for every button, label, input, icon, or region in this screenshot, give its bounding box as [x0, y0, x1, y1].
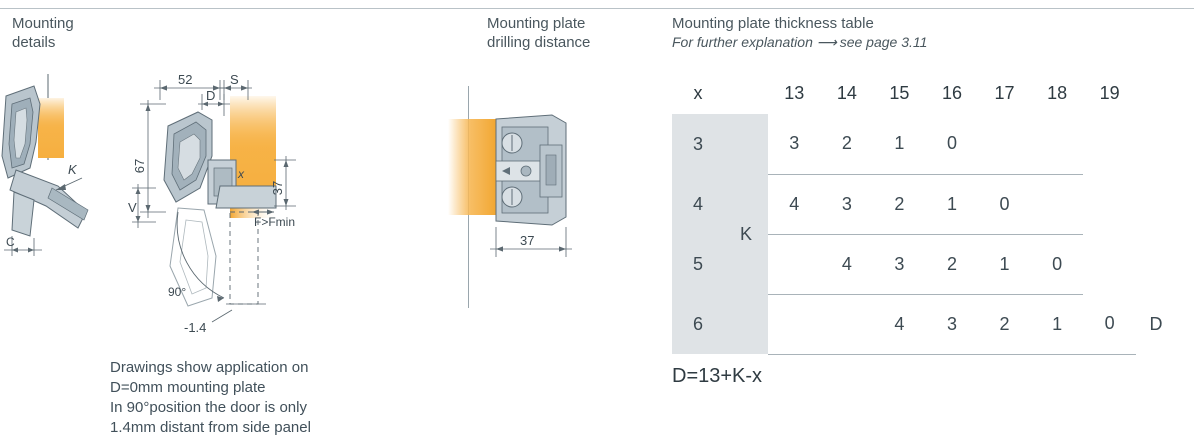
- label-D: D: [206, 88, 216, 103]
- label-S: S: [230, 72, 239, 87]
- table-col-head-4: 17: [994, 82, 1015, 103]
- dcell-2: [1136, 234, 1176, 294]
- table-col-head-6: 19: [1099, 82, 1120, 103]
- cell-0-5: [1031, 114, 1084, 174]
- caption-line-3: In 90°position the door is only: [110, 399, 307, 416]
- cell-2-3: 2: [926, 234, 979, 294]
- cell-1-1: 3: [821, 174, 874, 234]
- heading-mounting-details-line1: Mounting: [12, 15, 74, 32]
- cell-0-6: [1083, 114, 1136, 174]
- cell-2-2: 3: [873, 234, 926, 294]
- cell-3-0: [768, 294, 821, 354]
- label-minus-1-4: -1.4: [184, 320, 207, 335]
- drawing-caption: [110, 358, 460, 438]
- label-Fmin: F>Fmin: [254, 215, 296, 229]
- cell-1-6: [1083, 174, 1136, 234]
- heading-drilling-distance-line2: drilling distance: [487, 34, 591, 51]
- dcell-1: [1136, 174, 1176, 234]
- cell-2-1: 4: [821, 234, 874, 294]
- table-row: [672, 114, 1176, 174]
- dcell-0: [1136, 114, 1176, 174]
- cell-1-3: 1: [926, 174, 979, 234]
- mounting-details-drawing: [0, 60, 470, 360]
- heading-mounting-details: [12, 14, 74, 52]
- cell-2-0: [768, 234, 821, 294]
- cell-3-3: 3: [926, 294, 979, 354]
- table-formula: D=13+K-x: [672, 365, 763, 387]
- heading-thickness-table: [672, 14, 927, 52]
- heading-mounting-details-line2: details: [12, 34, 56, 51]
- cell-3-2: 4: [873, 294, 926, 354]
- thickness-table: [672, 72, 1182, 402]
- table-row-label-1: 4: [672, 174, 724, 234]
- cell-1-4: 0: [978, 174, 1031, 234]
- label-C: C: [6, 235, 15, 249]
- table-row-label-3: 6: [672, 294, 724, 354]
- cell-1-5: [1031, 174, 1084, 234]
- label-52: 52: [178, 72, 193, 87]
- heading-drilling-distance: [487, 14, 590, 52]
- label-37-right: 37: [270, 180, 285, 196]
- table-k-label: K: [724, 114, 768, 354]
- cell-2-4: 1: [978, 234, 1031, 294]
- cell-0-2: 1: [873, 114, 926, 174]
- cell-3-4: 2: [978, 294, 1031, 354]
- cell-1-2: 2: [873, 174, 926, 234]
- table-corner-x: x: [693, 82, 703, 103]
- drilling-distance-svg: [440, 85, 660, 305]
- subtitle-post: see page 3.11: [839, 34, 928, 50]
- drawing-closed-hinge-detail: [128, 72, 296, 335]
- cell-0-0: 3: [768, 114, 821, 174]
- label-67: 67: [132, 158, 147, 174]
- cell-3-6: 0: [1083, 294, 1136, 354]
- thickness-table-grid: [672, 72, 1176, 355]
- label-V: V: [128, 200, 137, 215]
- top-rule: [0, 8, 1194, 9]
- cell-0-3: 0: [926, 114, 979, 174]
- table-col-head-3: 16: [941, 82, 962, 103]
- table-col-head-5: 18: [1047, 82, 1068, 103]
- table-row-label-0: 3: [672, 114, 724, 174]
- heading-drilling-distance-line1: Mounting plate: [487, 15, 586, 32]
- caption-line-2: D=0mm mounting plate: [110, 379, 266, 396]
- table-dcol-spacer: [1136, 72, 1176, 114]
- cell-2-6: [1083, 234, 1136, 294]
- subtitle-pre: For further explanation: [672, 34, 813, 50]
- table-d-label: D: [1149, 313, 1163, 334]
- cell-0-4: [978, 114, 1031, 174]
- heading-thickness-table-title: Mounting plate thickness table: [672, 15, 874, 32]
- cell-1-0: 4: [768, 174, 821, 234]
- heading-thickness-table-subtitle: [672, 33, 927, 52]
- label-90: 90°: [168, 285, 187, 299]
- cell-0-1: 2: [821, 114, 874, 174]
- label-37-mid: 37: [520, 233, 535, 248]
- cell-2-5: 0: [1031, 234, 1084, 294]
- mounting-details-svg: [0, 60, 470, 360]
- table-header-row: [672, 72, 1176, 114]
- arrow-icon: ⟶: [816, 34, 836, 50]
- cell-3-5: 1: [1031, 294, 1084, 354]
- table-col-head-1: 14: [836, 82, 857, 103]
- table-kcol-spacer: [724, 72, 768, 114]
- table-row-label-2: 5: [672, 234, 724, 294]
- caption-line-4: 1.4mm distant from side panel: [110, 419, 311, 436]
- cell-3-1: [821, 294, 874, 354]
- label-x: x: [238, 167, 244, 181]
- table-col-head-0: 13: [784, 82, 805, 103]
- caption-line-1: Drawings show application on: [110, 359, 309, 376]
- table-col-head-2: 15: [889, 82, 910, 103]
- drawing-open-door-detail: [2, 74, 88, 256]
- label-K-left: K: [68, 162, 77, 177]
- drilling-distance-drawing: [440, 85, 660, 305]
